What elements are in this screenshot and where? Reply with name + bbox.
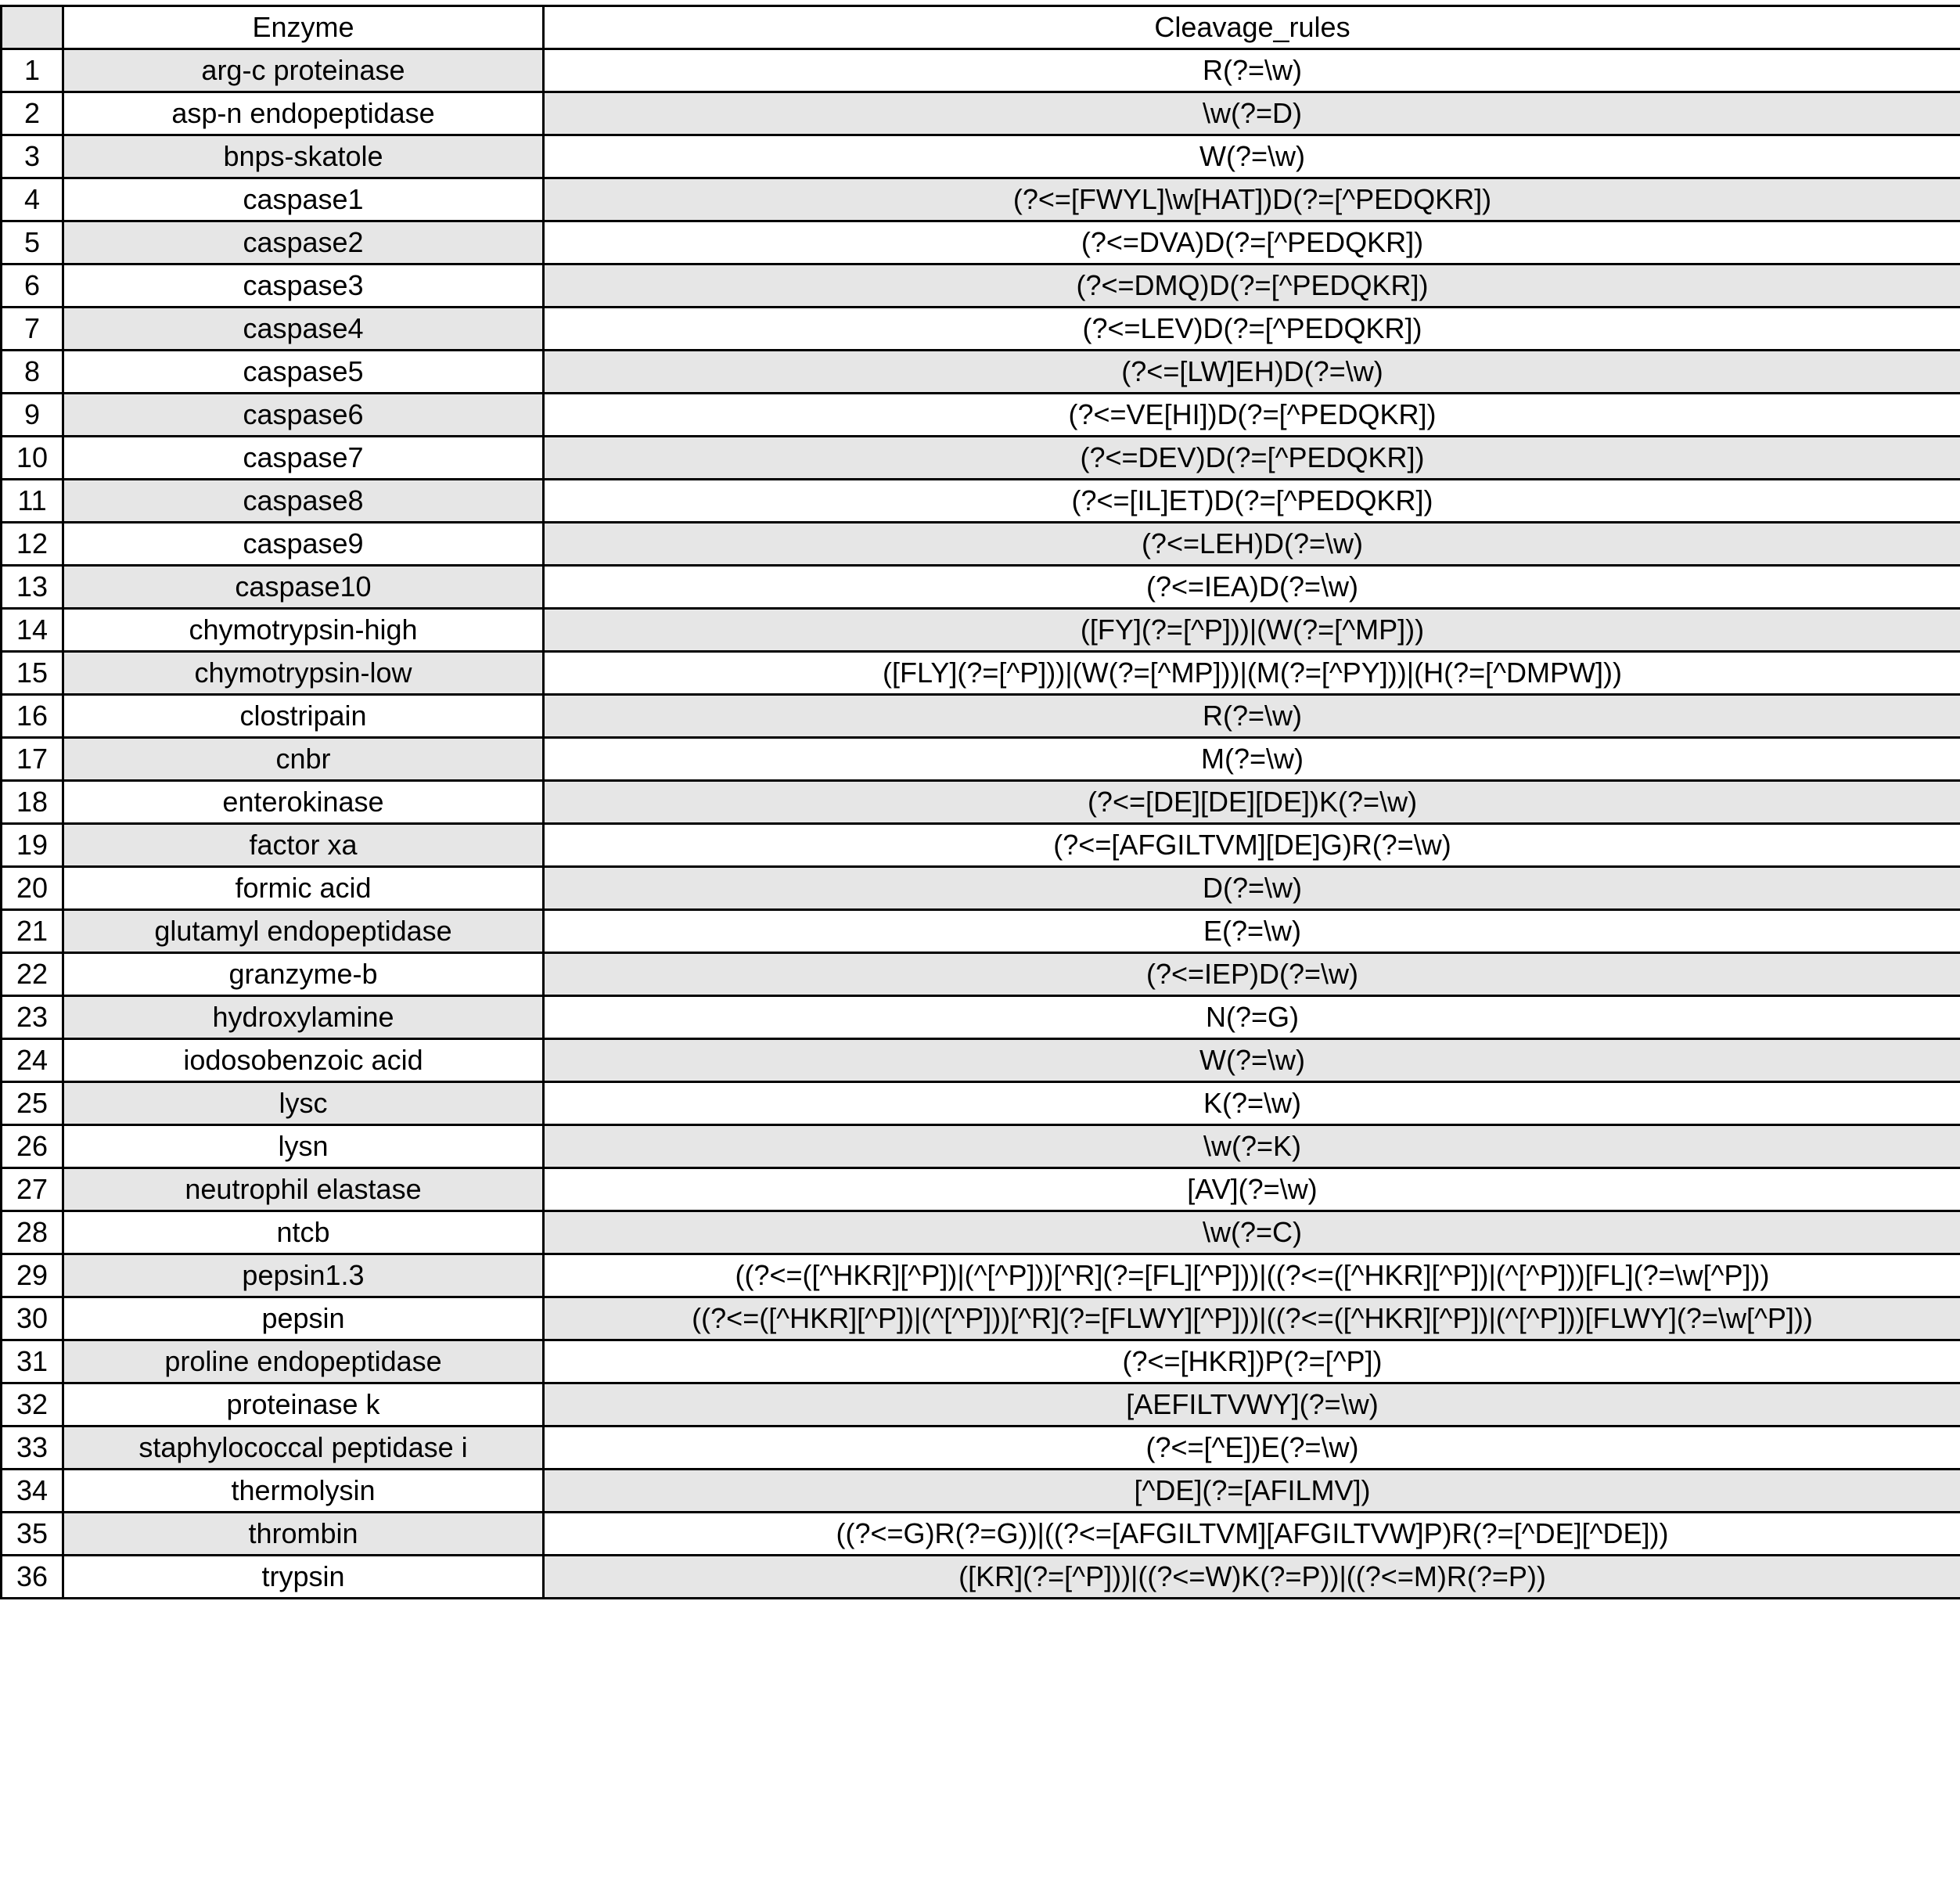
enzyme-cell: cnbr bbox=[63, 738, 544, 781]
cleavage-rule-cell: (?<=[IL]ET)D(?=[^PEDQKR]) bbox=[544, 480, 1960, 523]
enzyme-cell: caspase9 bbox=[63, 523, 544, 566]
enzyme-cell: caspase3 bbox=[63, 264, 544, 308]
table-row bbox=[2, 480, 1960, 523]
row-index: 3 bbox=[2, 135, 63, 178]
enzyme-cell: bnps-skatole bbox=[63, 135, 544, 178]
enzyme-cell: caspase6 bbox=[63, 394, 544, 437]
enzyme-cell: caspase8 bbox=[63, 480, 544, 523]
table-row bbox=[2, 910, 1960, 953]
table-row bbox=[2, 308, 1960, 351]
table-row bbox=[2, 437, 1960, 480]
cleavage-rule-cell: (?<=[HKR])P(?=[^P]) bbox=[544, 1340, 1960, 1383]
cleavage-rule-cell: (?<=LEV)D(?=[^PEDQKR]) bbox=[544, 308, 1960, 351]
enzyme-cell: ntcb bbox=[63, 1211, 544, 1254]
enzyme-cell: caspase5 bbox=[63, 351, 544, 394]
table-row bbox=[2, 652, 1960, 695]
row-index: 22 bbox=[2, 953, 63, 996]
enzyme-cell: pepsin1.3 bbox=[63, 1254, 544, 1297]
cleavage-rule-cell: (?<=IEA)D(?=\w) bbox=[544, 566, 1960, 609]
cleavage-rule-cell: ((?<=([^HKR][^P])|(^[^P]))[^R](?=[FLWY][^P]))|((?<=([^HKR][^P])|(^[^P]))[FLWY](?=\w[^P])) bbox=[544, 1297, 1960, 1340]
row-index: 28 bbox=[2, 1211, 63, 1254]
table-body bbox=[2, 49, 1960, 1599]
row-index: 11 bbox=[2, 480, 63, 523]
row-index: 32 bbox=[2, 1383, 63, 1426]
enzyme-cell: neutrophil elastase bbox=[63, 1168, 544, 1211]
table-row bbox=[2, 996, 1960, 1039]
enzyme-cell: chymotrypsin-high bbox=[63, 609, 544, 652]
row-index: 5 bbox=[2, 221, 63, 264]
cleavage-rule-cell: \w(?=K) bbox=[544, 1125, 1960, 1168]
enzyme-cell: lysc bbox=[63, 1082, 544, 1125]
enzyme-cell: chymotrypsin-low bbox=[63, 652, 544, 695]
table-row bbox=[2, 523, 1960, 566]
cleavage-rule-cell: [AEFILTVWY](?=\w) bbox=[544, 1383, 1960, 1426]
row-index: 21 bbox=[2, 910, 63, 953]
enzyme-cell: lysn bbox=[63, 1125, 544, 1168]
row-index: 17 bbox=[2, 738, 63, 781]
row-index: 20 bbox=[2, 867, 63, 910]
enzyme-cell: thermolysin bbox=[63, 1470, 544, 1513]
enzyme-cell: proteinase k bbox=[63, 1383, 544, 1426]
row-index: 1 bbox=[2, 49, 63, 92]
row-index: 34 bbox=[2, 1470, 63, 1513]
table-row bbox=[2, 394, 1960, 437]
cleavage-rules-table bbox=[0, 5, 1960, 1599]
table-row bbox=[2, 609, 1960, 652]
row-index: 24 bbox=[2, 1039, 63, 1082]
table-row bbox=[2, 781, 1960, 824]
index-column-header bbox=[2, 6, 63, 49]
cleavage-rule-cell: ([FLY](?=[^P]))|(W(?=[^MP]))|(M(?=[^PY]))|(H(?=[^DMPW])) bbox=[544, 652, 1960, 695]
table-row bbox=[2, 135, 1960, 178]
enzyme-cell: trypsin bbox=[63, 1556, 544, 1599]
cleavage-rule-cell: (?<=LEH)D(?=\w) bbox=[544, 523, 1960, 566]
table-row bbox=[2, 221, 1960, 264]
cleavage-rule-cell: (?<=VE[HI])D(?=[^PEDQKR]) bbox=[544, 394, 1960, 437]
table-row bbox=[2, 1039, 1960, 1082]
enzyme-cell: factor xa bbox=[63, 824, 544, 867]
enzyme-cell: caspase4 bbox=[63, 308, 544, 351]
cleavage-rule-cell: ((?<=([^HKR][^P])|(^[^P]))[^R](?=[FL][^P]))|((?<=([^HKR][^P])|(^[^P]))[FL](?=\w[^P])) bbox=[544, 1254, 1960, 1297]
table-row bbox=[2, 92, 1960, 135]
cleavage-rule-cell: M(?=\w) bbox=[544, 738, 1960, 781]
row-index: 27 bbox=[2, 1168, 63, 1211]
table-row bbox=[2, 1211, 1960, 1254]
cleavage-rule-cell: (?<=DEV)D(?=[^PEDQKR]) bbox=[544, 437, 1960, 480]
row-index: 33 bbox=[2, 1426, 63, 1470]
row-index: 7 bbox=[2, 308, 63, 351]
row-index: 9 bbox=[2, 394, 63, 437]
table-row bbox=[2, 1383, 1960, 1426]
row-index: 4 bbox=[2, 178, 63, 221]
cleavage-rule-cell: (?<=DMQ)D(?=[^PEDQKR]) bbox=[544, 264, 1960, 308]
enzyme-cell: proline endopeptidase bbox=[63, 1340, 544, 1383]
enzyme-cell: asp-n endopeptidase bbox=[63, 92, 544, 135]
table-row bbox=[2, 1297, 1960, 1340]
enzyme-cell: hydroxylamine bbox=[63, 996, 544, 1039]
cleavage-rule-cell: ((?<=G)R(?=G))|((?<=[AFGILTVM][AFGILTVW]P)R(?=[^DE][^DE])) bbox=[544, 1513, 1960, 1556]
table-row bbox=[2, 178, 1960, 221]
cleavage-rule-cell: R(?=\w) bbox=[544, 695, 1960, 738]
row-index: 35 bbox=[2, 1513, 63, 1556]
cleavage-rule-cell: E(?=\w) bbox=[544, 910, 1960, 953]
cleavage-rule-cell: (?<=[^E])E(?=\w) bbox=[544, 1426, 1960, 1470]
table-row bbox=[2, 1513, 1960, 1556]
cleavage-rule-cell: (?<=DVA)D(?=[^PEDQKR]) bbox=[544, 221, 1960, 264]
table-row bbox=[2, 1125, 1960, 1168]
row-index: 8 bbox=[2, 351, 63, 394]
table-row bbox=[2, 1470, 1960, 1513]
enzyme-cell: formic acid bbox=[63, 867, 544, 910]
row-index: 10 bbox=[2, 437, 63, 480]
enzyme-cell: glutamyl endopeptidase bbox=[63, 910, 544, 953]
table-row bbox=[2, 1426, 1960, 1470]
enzyme-cell: iodosobenzoic acid bbox=[63, 1039, 544, 1082]
table-row bbox=[2, 1168, 1960, 1211]
cleavage-rule-cell: (?<=[LW]EH)D(?=\w) bbox=[544, 351, 1960, 394]
enzyme-cell: caspase10 bbox=[63, 566, 544, 609]
cleavage-rule-cell: ([FY](?=[^P]))|(W(?=[^MP])) bbox=[544, 609, 1960, 652]
row-index: 16 bbox=[2, 695, 63, 738]
row-index: 6 bbox=[2, 264, 63, 308]
cleavage-rule-cell: N(?=G) bbox=[544, 996, 1960, 1039]
table-row bbox=[2, 824, 1960, 867]
header-row bbox=[2, 6, 1960, 49]
cleavage-rule-cell: (?<=[DE][DE][DE])K(?=\w) bbox=[544, 781, 1960, 824]
cleavage-rule-cell: (?<=IEP)D(?=\w) bbox=[544, 953, 1960, 996]
row-index: 15 bbox=[2, 652, 63, 695]
enzyme-cell: arg-c proteinase bbox=[63, 49, 544, 92]
row-index: 13 bbox=[2, 566, 63, 609]
enzyme-cell: staphylococcal peptidase i bbox=[63, 1426, 544, 1470]
enzyme-cell: caspase2 bbox=[63, 221, 544, 264]
row-index: 26 bbox=[2, 1125, 63, 1168]
row-index: 12 bbox=[2, 523, 63, 566]
cleavage-rule-cell: [^DE](?=[AFILMV]) bbox=[544, 1470, 1960, 1513]
table-row bbox=[2, 695, 1960, 738]
enzyme-cell: clostripain bbox=[63, 695, 544, 738]
table-row bbox=[2, 264, 1960, 308]
cleavage-rule-cell: (?<=[FWYL]\w[HAT])D(?=[^PEDQKR]) bbox=[544, 178, 1960, 221]
cleavage-rule-cell: (?<=[AFGILTVM][DE]G)R(?=\w) bbox=[544, 824, 1960, 867]
enzyme-cell: caspase1 bbox=[63, 178, 544, 221]
row-index: 30 bbox=[2, 1297, 63, 1340]
cleavage-rules-column-header: Cleavage_rules bbox=[544, 6, 1960, 49]
enzyme-column-header: Enzyme bbox=[63, 6, 544, 49]
table-row bbox=[2, 1082, 1960, 1125]
table-row bbox=[2, 49, 1960, 92]
cleavage-rule-cell: W(?=\w) bbox=[544, 135, 1960, 178]
table-row bbox=[2, 867, 1960, 910]
enzyme-cell: granzyme-b bbox=[63, 953, 544, 996]
cleavage-rule-cell: D(?=\w) bbox=[544, 867, 1960, 910]
enzyme-cell: enterokinase bbox=[63, 781, 544, 824]
row-index: 36 bbox=[2, 1556, 63, 1599]
table-row bbox=[2, 1254, 1960, 1297]
row-index: 2 bbox=[2, 92, 63, 135]
enzyme-cell: thrombin bbox=[63, 1513, 544, 1556]
table-row bbox=[2, 1340, 1960, 1383]
cleavage-rule-cell: W(?=\w) bbox=[544, 1039, 1960, 1082]
row-index: 31 bbox=[2, 1340, 63, 1383]
cleavage-rule-cell: R(?=\w) bbox=[544, 49, 1960, 92]
row-index: 14 bbox=[2, 609, 63, 652]
table-row bbox=[2, 738, 1960, 781]
table-row bbox=[2, 566, 1960, 609]
cleavage-rule-cell: [AV](?=\w) bbox=[544, 1168, 1960, 1211]
cleavage-rule-cell: \w(?=D) bbox=[544, 92, 1960, 135]
table-row bbox=[2, 1556, 1960, 1599]
cleavage-rule-cell: K(?=\w) bbox=[544, 1082, 1960, 1125]
cleavage-rule-cell: \w(?=C) bbox=[544, 1211, 1960, 1254]
row-index: 23 bbox=[2, 996, 63, 1039]
row-index: 29 bbox=[2, 1254, 63, 1297]
enzyme-cell: caspase7 bbox=[63, 437, 544, 480]
row-index: 18 bbox=[2, 781, 63, 824]
table-row bbox=[2, 351, 1960, 394]
row-index: 25 bbox=[2, 1082, 63, 1125]
table-row bbox=[2, 953, 1960, 996]
enzyme-cell: pepsin bbox=[63, 1297, 544, 1340]
cleavage-rule-cell: ([KR](?=[^P]))|((?<=W)K(?=P))|((?<=M)R(?=P)) bbox=[544, 1556, 1960, 1599]
row-index: 19 bbox=[2, 824, 63, 867]
